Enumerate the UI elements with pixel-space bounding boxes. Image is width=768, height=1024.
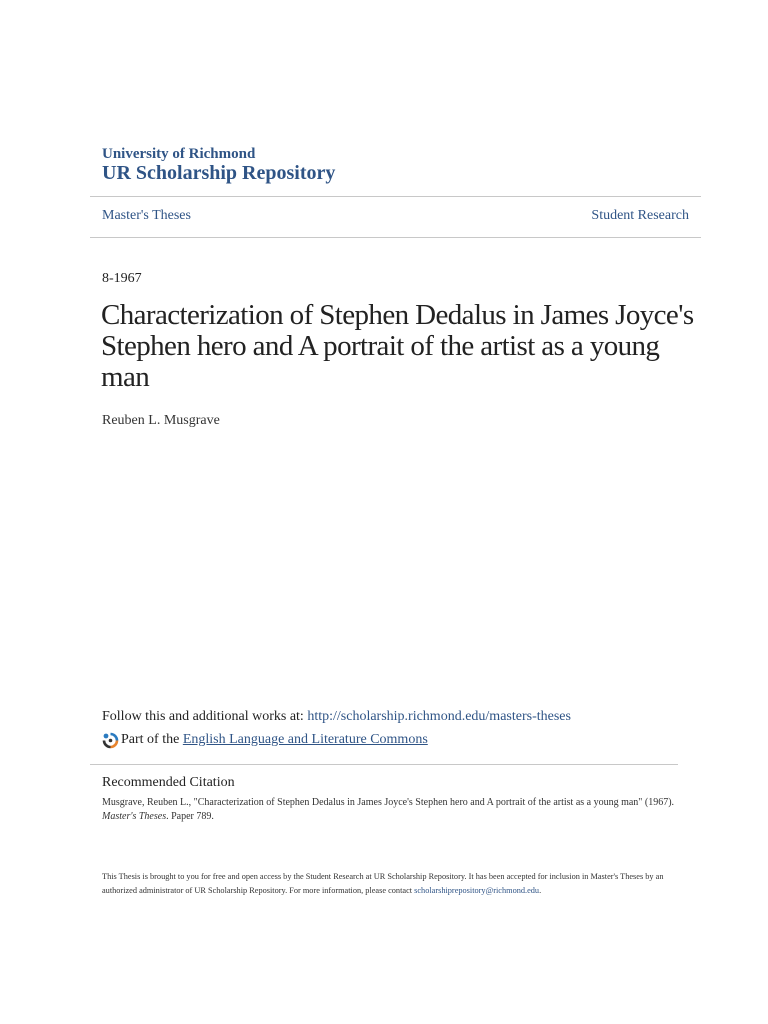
publication-date: 8-1967: [102, 271, 142, 286]
notice-suffix: .: [539, 886, 542, 895]
partof-prefix: Part of the: [121, 732, 180, 747]
access-notice: [102, 870, 682, 898]
citation-heading: Recommended Citation: [102, 775, 235, 790]
masters-theses-link[interactable]: Master's Theses: [102, 208, 191, 223]
part-of-line: [102, 731, 428, 749]
citation-text: [102, 796, 682, 824]
repository-name[interactable]: UR Scholarship Repository: [102, 162, 336, 184]
author-name: Reuben L. Musgrave: [102, 413, 220, 428]
student-research-link[interactable]: Student Research: [591, 208, 689, 223]
follow-url-link[interactable]: http://scholarship.richmond.edu/masters-theses: [307, 709, 571, 724]
notice-text: This Thesis is brought to you for free and open access by the Student Research at UR Scholarship Repository. It has been accepted for inclusion in Master's Theses by an authorized administrator of UR Scholarship Repository. For more information, please contact: [102, 872, 664, 895]
commons-network-icon: [102, 732, 119, 749]
divider-citation: [90, 764, 678, 765]
citation-part2: . Paper 789.: [166, 811, 214, 822]
citation-part1: Musgrave, Reuben L., "Characterization of Stephen Dedalus in James Joyce's Stephen hero and A portrait of the artist as a young man" (1967).: [102, 797, 675, 808]
citation-series: Master's Theses: [102, 811, 167, 822]
divider-top: [90, 196, 701, 197]
follow-prefix: Follow this and additional works at:: [102, 709, 308, 724]
follow-line: [102, 708, 571, 726]
commons-link[interactable]: English Language and Literature Commons: [182, 732, 428, 747]
contact-email-link[interactable]: scholarshiprepository@richmond.edu: [414, 886, 540, 895]
divider-nav: [90, 237, 701, 238]
university-name: University of Richmond: [102, 146, 256, 162]
document-title: Characterization of Stephen Dedalus in James Joyce's Stephen hero and A portrait of the artist as a young man: [101, 299, 694, 393]
